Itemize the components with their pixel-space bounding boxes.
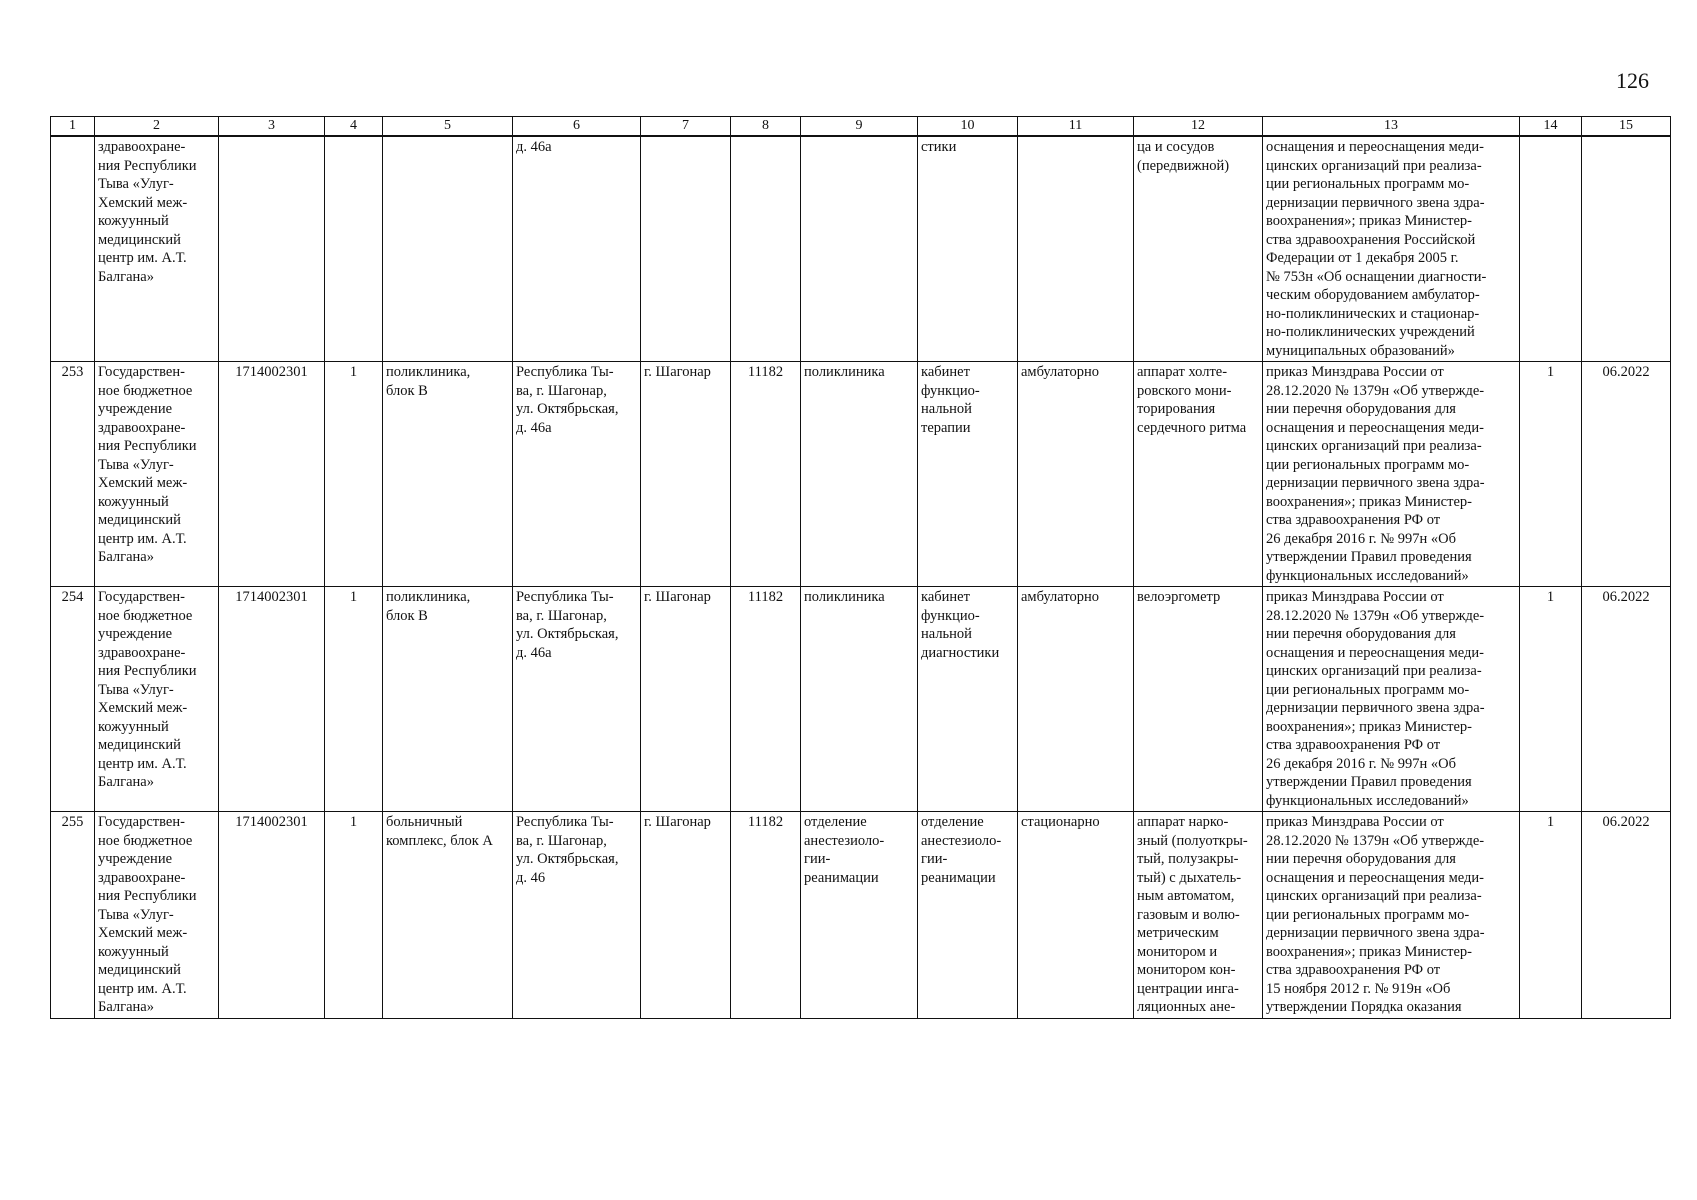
address-cell: д. 46а <box>513 136 641 362</box>
room-cell: стики <box>918 136 1018 362</box>
code-cell <box>731 136 801 362</box>
locality-cell <box>641 136 731 362</box>
building-cell <box>383 136 513 362</box>
legal-basis-cell: приказ Минздрава России от 28.12.2020 № 1379н «Об утвержде- нии перечня оборудования для оснащения и переоснащения меди- цинских организаций при реализа- ции региональных программ мо- дернизации первичного звена здра- воохранения»; приказ Министер- ства здравоохранения РФ от 15 ноября 2012 г. № 919н «Об утверждении Порядка оказания <box>1263 812 1520 1019</box>
date-cell: 06.2022 <box>1582 812 1671 1019</box>
row-number-cell: 255 <box>51 812 95 1019</box>
room-cell: кабинет функцио- нальной терапии <box>918 362 1018 587</box>
building-cell: поликлиника, блок В <box>383 587 513 812</box>
care-mode-cell: амбулаторно <box>1018 362 1134 587</box>
address-cell: Республика Ты- ва, г. Шагонар, ул. Октябрьская, д. 46 <box>513 812 641 1019</box>
column-header: 13 <box>1263 117 1520 137</box>
column-header: 12 <box>1134 117 1263 137</box>
table-row-254 <box>51 587 1671 812</box>
date-cell: 06.2022 <box>1582 587 1671 812</box>
column-number-header-row <box>51 117 1671 137</box>
inn-cell <box>219 136 325 362</box>
row-number-cell: 254 <box>51 587 95 812</box>
column-header: 7 <box>641 117 731 137</box>
legal-basis-cell: оснащения и переоснащения меди- цинских организаций при реализа- ции региональных программ мо- дернизации первичного звена здра- воохранения»; приказ Министер- ства здравоохранения Российской Федерации от 1 декабря 2005 г. № 753н «Об оснащении диагности- ческим оборудованием амбулатор- но-поликлинических и стационар- но-поликлинических учреждений муниципальных образований» <box>1263 136 1520 362</box>
department-cell: поликлиника <box>801 587 918 812</box>
locality-cell: г. Шагонар <box>641 587 731 812</box>
column-header: 6 <box>513 117 641 137</box>
organization-cell: Государствен- ное бюджетное учреждение здравоохране- ния Республики Тыва «Улуг- Хемский меж- кожуунный медицинский центр им. А.Т. Балгана» <box>95 587 219 812</box>
care-mode-cell: стационарно <box>1018 812 1134 1019</box>
column-4-cell: 1 <box>325 812 383 1019</box>
legal-basis-cell: приказ Минздрава России от 28.12.2020 № 1379н «Об утвержде- нии перечня оборудования для оснащения и переоснащения меди- цинских организаций при реализа- ции региональных программ мо- дернизации первичного звена здра- воохранения»; приказ Министер- ства здравоохранения РФ от 26 декабря 2016 г. № 997н «Об утверждении Правил проведения функциональных исследований» <box>1263 587 1520 812</box>
legal-basis-cell: приказ Минздрава России от 28.12.2020 № 1379н «Об утвержде- нии перечня оборудования для оснащения и переоснащения меди- цинских организаций при реализа- ции региональных программ мо- дернизации первичного звена здра- воохранения»; приказ Министер- ства здравоохранения РФ от 26 декабря 2016 г. № 997н «Об утверждении Правил проведения функциональных исследований» <box>1263 362 1520 587</box>
date-cell: 06.2022 <box>1582 362 1671 587</box>
row-number-cell <box>51 136 95 362</box>
quantity-cell <box>1520 136 1582 362</box>
column-header: 14 <box>1520 117 1582 137</box>
code-cell: 11182 <box>731 587 801 812</box>
organization-cell: Государствен- ное бюджетное учреждение здравоохране- ния Республики Тыва «Улуг- Хемский меж- кожуунный медицинский центр им. А.Т. Балгана» <box>95 362 219 587</box>
date-cell <box>1582 136 1671 362</box>
equipment-cell: ца и сосудов (передвижной) <box>1134 136 1263 362</box>
address-cell: Республика Ты- ва, г. Шагонар, ул. Октябрьская, д. 46а <box>513 362 641 587</box>
column-header: 9 <box>801 117 918 137</box>
equipment-cell: аппарат нарко- зный (полуоткры- тый, полузакры- тый) с дыхатель- ным автоматом, газовым и волю- метрическим монитором и монитором кон- центрации инга- ляционных ане- <box>1134 812 1263 1019</box>
table-row-continuation <box>51 136 1671 362</box>
table-row-253 <box>51 362 1671 587</box>
column-header: 10 <box>918 117 1018 137</box>
column-header: 4 <box>325 117 383 137</box>
table-row-255 <box>51 812 1671 1019</box>
room-cell: кабинет функцио- нальной диагностики <box>918 587 1018 812</box>
column-header: 11 <box>1018 117 1134 137</box>
room-cell: отделение анестезиоло- гии- реанимации <box>918 812 1018 1019</box>
care-mode-cell <box>1018 136 1134 362</box>
row-number-cell: 253 <box>51 362 95 587</box>
column-header: 1 <box>51 117 95 137</box>
equipment-cell: велоэргометр <box>1134 587 1263 812</box>
equipment-register-table <box>50 116 1671 1019</box>
column-header: 8 <box>731 117 801 137</box>
quantity-cell: 1 <box>1520 362 1582 587</box>
column-header: 2 <box>95 117 219 137</box>
department-cell <box>801 136 918 362</box>
column-header: 5 <box>383 117 513 137</box>
inn-cell: 1714002301 <box>219 362 325 587</box>
building-cell: поликлиника, блок В <box>383 362 513 587</box>
locality-cell: г. Шагонар <box>641 812 731 1019</box>
column-header: 15 <box>1582 117 1671 137</box>
page-number: 126 <box>1616 68 1649 93</box>
quantity-cell: 1 <box>1520 587 1582 812</box>
equipment-cell: аппарат холте- ровского мони- торирования сердечного ритма <box>1134 362 1263 587</box>
column-4-cell <box>325 136 383 362</box>
organization-cell: Государствен- ное бюджетное учреждение здравоохране- ния Республики Тыва «Улуг- Хемский меж- кожуунный медицинский центр им. А.Т. Балгана» <box>95 812 219 1019</box>
quantity-cell: 1 <box>1520 812 1582 1019</box>
code-cell: 11182 <box>731 362 801 587</box>
department-cell: отделение анестезиоло- гии- реанимации <box>801 812 918 1019</box>
column-header: 3 <box>219 117 325 137</box>
code-cell: 11182 <box>731 812 801 1019</box>
organization-cell: здравоохране- ния Республики Тыва «Улуг- Хемский меж- кожуунный медицинский центр им. А.Т. Балгана» <box>95 136 219 362</box>
locality-cell: г. Шагонар <box>641 362 731 587</box>
address-cell: Республика Ты- ва, г. Шагонар, ул. Октябрьская, д. 46а <box>513 587 641 812</box>
column-4-cell: 1 <box>325 587 383 812</box>
department-cell: поликлиника <box>801 362 918 587</box>
care-mode-cell: амбулаторно <box>1018 587 1134 812</box>
column-4-cell: 1 <box>325 362 383 587</box>
inn-cell: 1714002301 <box>219 587 325 812</box>
inn-cell: 1714002301 <box>219 812 325 1019</box>
building-cell: больничный комплекс, блок А <box>383 812 513 1019</box>
